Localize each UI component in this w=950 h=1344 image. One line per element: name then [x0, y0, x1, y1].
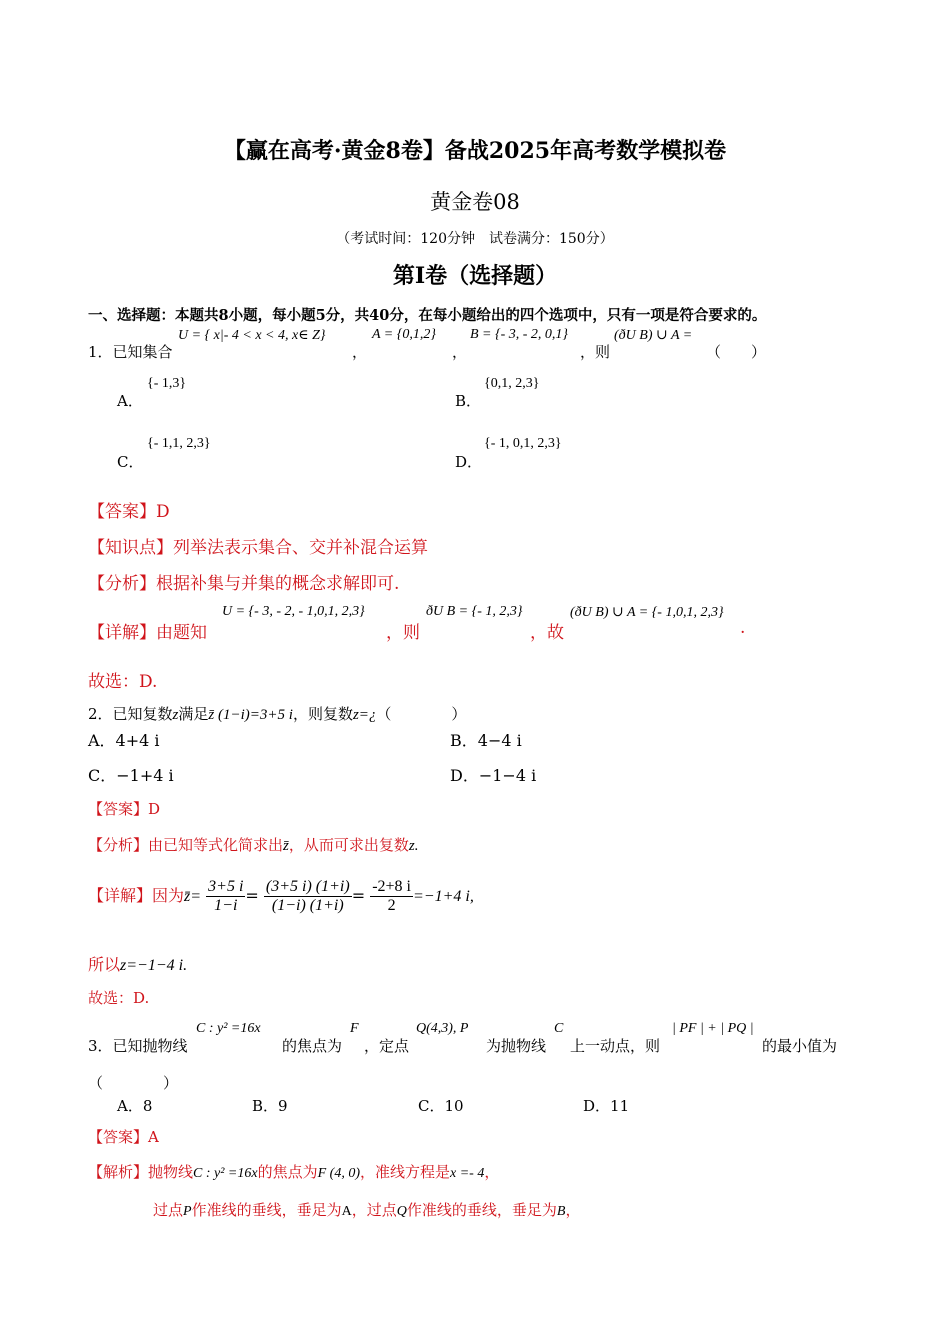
- q3-text-4: 上一动点，则: [570, 1037, 661, 1055]
- q1-set-b: B = {- 3, - 2, 0,1}: [470, 327, 569, 342]
- q1-option-d-label: D．: [455, 453, 483, 471]
- q1-detail-complement: ðU B = {- 1, 2,3}: [426, 604, 523, 619]
- q1-detail-result: (ðU B) ∪ A = {- 1,0,1, 2,3}: [570, 605, 724, 620]
- q1-choose: 故选：D.: [88, 672, 158, 692]
- exam-info: （考试时间：120分钟 试卷满分：150分）: [336, 231, 614, 247]
- q1-detail-then: ，则: [386, 623, 420, 643]
- q1-detail-label: 【详解】由题知: [88, 623, 207, 643]
- q1-option-b: {0,1, 2,3}: [484, 376, 540, 391]
- q3-focus: F: [350, 1021, 359, 1036]
- q3-text-5: 的最小值为: [762, 1037, 838, 1055]
- q3-option-b: B．9: [252, 1097, 288, 1115]
- q2-so: 所以z=−1−4 i.: [88, 955, 188, 974]
- q3-text-3: 为抛物线: [486, 1037, 547, 1055]
- q1-answer-paren: （ ）: [706, 343, 767, 361]
- q1-comma2: ，: [452, 343, 468, 361]
- q2-detail: 【详解】因为z̄= $\frac{3+5 i}{1-i}$ = $\frac{(3+5 i) (1+i)}{(1-i) (1+i)}$ = $\frac{-2+8 i}{2}$ =−1+4 i,: [88, 878, 474, 914]
- q2-analysis: 【分析】由已知等式化简求出z̄，从而可求出复数z.: [88, 836, 419, 854]
- q1-answer: 【答案】D: [88, 502, 170, 522]
- q1-option-a-label: A．: [117, 392, 143, 410]
- q2-choose: 故选：D.: [88, 989, 150, 1007]
- q2-option-a: A．4+4 i: [88, 731, 160, 750]
- q1-knowledge: 【知识点】列举法表示集合、交并补混合运算: [88, 538, 428, 558]
- q3-text-2: ，定点: [364, 1037, 410, 1055]
- q1-comma1: ，: [352, 343, 368, 361]
- q3-solution-line-1: 【解析】抛物线C : y² =16x的焦点为F (4, 0)，准线方程是x =- 4，: [88, 1163, 500, 1181]
- q1-then: ，则: [580, 343, 611, 361]
- q2-option-c: C．−1+4 i: [88, 766, 174, 785]
- q3-answer-paren: （ ）: [88, 1074, 179, 1092]
- q1-option-b-label: B．: [455, 392, 482, 410]
- q3-answer: 【答案】A: [88, 1128, 159, 1146]
- q1-option-c-label: C．: [117, 453, 144, 471]
- q1-detail-u: U = {- 3, - 2, - 1,0,1, 2,3}: [222, 604, 365, 619]
- q1-analysis: 【分析】根据补集与并集的概念求解即可.: [88, 574, 400, 594]
- section-title: 第I卷（选择题）: [392, 263, 558, 289]
- q2-answer: 【答案】D: [88, 800, 161, 818]
- q3-option-c: C．10: [418, 1097, 464, 1115]
- q3-option-d: D．11: [583, 1097, 630, 1115]
- q1-expression: (ðU B) ∪ A =: [614, 328, 693, 343]
- paper-title: 【赢在高考·黄金8卷】备战2025年高考数学模拟卷: [223, 138, 727, 164]
- q1-detail-so: ，故: [530, 623, 564, 643]
- q1-option-a: {- 1,3}: [147, 376, 187, 391]
- q3-solution-line-2: 过点P作准线的垂线，垂足为A，过点Q作准线的垂线，垂足为B，: [153, 1201, 581, 1219]
- q3-option-a: A．8: [117, 1097, 153, 1115]
- q2-prefix: 2．已知复数z满足z̄ (1−i)=3+5 i，则复数z=¿（ ）: [88, 705, 467, 723]
- q1-set-a: A = {0,1,2}: [372, 327, 436, 342]
- q3-curve: C : y² =16x: [196, 1021, 261, 1036]
- q3-expression: | PF | + | PQ |: [672, 1021, 754, 1036]
- instructions: 一、选择题：本题共8小题，每小题5分，共40分，在每小题给出的四个选项中，只有一项是符合要求的。: [88, 307, 767, 324]
- q1-option-d: {- 1, 0,1, 2,3}: [484, 436, 562, 451]
- q2-option-b: B．4−4 i: [450, 731, 522, 750]
- q1-option-c: {- 1,1, 2,3}: [147, 436, 211, 451]
- q2-fraction-2: $\frac{(3+5 i) (1+i)}{(1-i) (1+i)}$: [265, 878, 350, 914]
- q2-fraction-3: $\frac{-2+8 i}{2}$: [372, 878, 411, 914]
- q3-text-1: 的焦点为: [282, 1037, 343, 1055]
- q2-option-d: D．−1−4 i: [450, 766, 537, 785]
- paper-subtitle: 黄金卷08: [430, 190, 520, 214]
- q1-prefix: 1．已知集合: [88, 343, 173, 361]
- q3-curve-c: C: [554, 1021, 564, 1036]
- q2-fraction-1: $\frac{3+5 i}{1-i}$: [208, 878, 244, 914]
- q3-points: Q(4,3), P: [416, 1021, 469, 1036]
- q1-set-u: U = { x|- 4 < x < 4, x∈ Z}: [178, 328, 326, 343]
- q1-detail-end: .: [740, 618, 746, 638]
- q3-prefix: 3．已知抛物线: [88, 1037, 188, 1055]
